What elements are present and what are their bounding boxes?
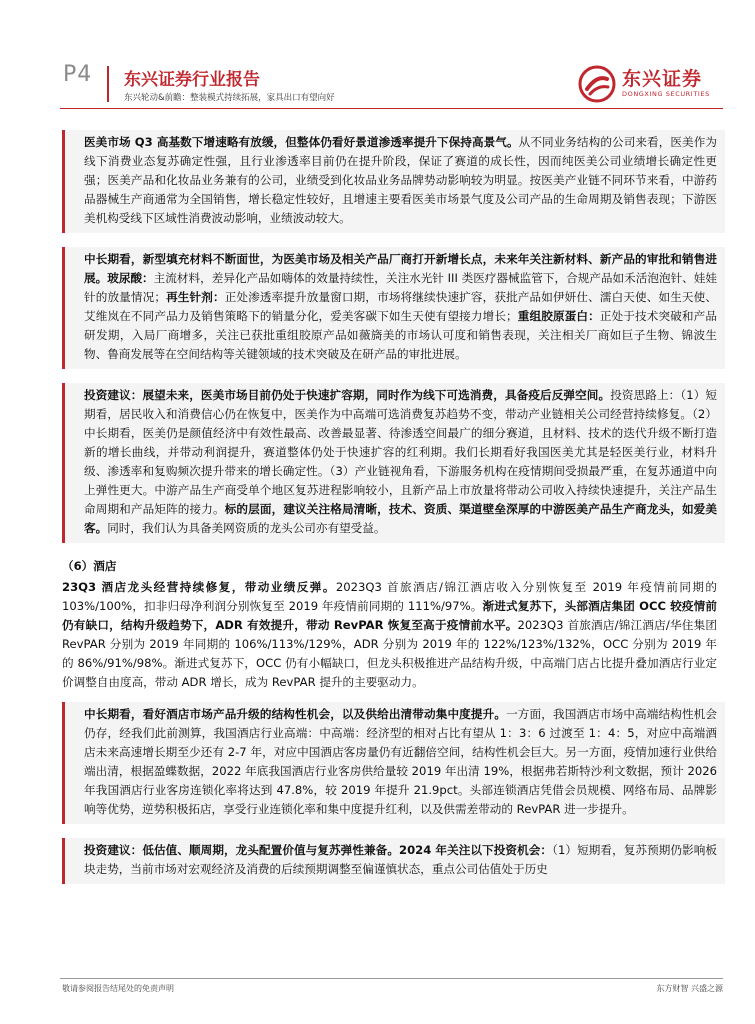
highlight-box-hotel-investment bbox=[62, 838, 725, 884]
body-text: （1）短期看，复苏预期仍影响板块走势，当前市场对宏观经济及消费的后续预期调整至偏谨慎状态，重点公司估值处于历史 bbox=[84, 843, 717, 876]
section-title: （6）酒店 bbox=[62, 559, 117, 573]
bold-lead: 23Q3 酒店龙头经营持续修复，带动业绩反弹。 bbox=[62, 580, 336, 594]
bold-lead: 中长期看，看好酒店市场产品升级的结构性机会，以及供给出清带动集中度提升。 bbox=[84, 707, 507, 721]
header-divider bbox=[107, 66, 109, 102]
footer-rule bbox=[60, 978, 723, 979]
bold-lead: 中长期看，新型填充材料不断面世，为医美市场及相关产品厂商打开新增长点，未来年关注新材料、新产品的审批和销售进展。玻尿酸： bbox=[84, 252, 717, 285]
bold-lead: 医美市场 Q3 高基数下增速略有放缓，但整体仍看好景道渗透率提升下保持高景气。 bbox=[84, 135, 519, 149]
paragraph bbox=[84, 841, 717, 879]
report-subtitle: 东兴轮动&前瞻：整装模式持续拓展，家具出口有望向好 bbox=[124, 93, 335, 103]
body-text: 从不同业务结构的公司来看，医美作为线下消费业态复苏确定性强，且行业渗透率目前仍在提升阶段，保证了赛道的成长性，因而纯医美公司业绩增长确定性更强；医美产品和化妆品业务兼有的公司，业绩受到化妆品业务品牌势动影响较为明显。按医美产业链不同环节来看，中游药品器械生产商通常为全国销售，增长稳定性较好，且增速主要看医美市场景气度及公司产品的生命周期及销售表现；下游医美机构受线下区域性消费波动影响，业绩波动较大。 bbox=[84, 135, 717, 225]
body-text: 投资思路上：（1）短期看，居民收入和消费信心仍在恢复中，医美作为中高端可选消费复苏趋势不变，带动产业链相关公司经营持续修复。（2）中长期看，医美仍是颜值经济中有效性最高、改善最显著、待渗透空间最广的细分赛道，且材料、技术的迭代升级不断打造新的增长曲线，并带动利润提升，赛道整体仍处于快速扩容的红利期。我们长期看好我国医美尤其是轻医美行业，材料升级、渗透率和复购频次提升带来的增长确定性。（3）产业链视角看，下游服务机构在疫情期间受损最严重，在复苏通道中向上弹性更大。中游产品生产商受单个地区复苏进程影响较小，且新产品上市放量将带动公司收入持续快速提升，关注产品生命周期和产品矩阵的接力。 bbox=[84, 388, 717, 516]
paragraph bbox=[84, 133, 717, 228]
highlight-box-investment-advice bbox=[62, 383, 725, 543]
paragraph bbox=[84, 386, 717, 538]
highlight-box-hotel-structure bbox=[62, 702, 725, 824]
body-text: 2023Q3 首旅酒店/锦江酒店收入分别恢复至 2019 年疫情前同期的 103%/100%，扣非归母净利润分别恢复至 2019 年疫情前同期的 111%/97%。 bbox=[62, 580, 717, 613]
paragraph bbox=[62, 578, 717, 692]
paragraph bbox=[84, 705, 717, 819]
body-text: 正处渗透率提升放量窗口期，市场将继续快速扩容，获批产品如伊妍仕、濡白天使、如生天使、艾维岚在不同产品力及销售策略下的销量分化，爱美客碳下如生天使有望接力增长； bbox=[84, 290, 717, 323]
bold-lead: 投资建议：低估值、顺周期，龙头配置价值与复苏弹性兼备。2024 年关注以下投资机会： bbox=[84, 843, 553, 857]
highlight-box-medical-aesthetics bbox=[62, 130, 725, 233]
highlight-box-new-materials bbox=[62, 247, 725, 369]
report-title: 东兴证券行业报告 bbox=[124, 70, 260, 90]
logo-mark-icon bbox=[578, 65, 616, 103]
report-body bbox=[62, 130, 725, 898]
footer-slogan: 东方财智 兴盛之源 bbox=[656, 984, 723, 993]
header-rule bbox=[60, 108, 723, 109]
body-text: 正处于技术突破和产品研发期，入局厂商增多，关注已获批重组胶原产品如薇旖美的市场认可度和销售表现，关注相关厂商如巨子生物、锦波生物、鲁商发展等在空间结构等关键领域的技术突破及在研产品的审批进展。 bbox=[84, 309, 717, 361]
company-logo bbox=[578, 62, 718, 106]
footer-disclaimer: 敬请参阅报告结尾处的免责声明 bbox=[62, 984, 174, 993]
bold-term: 再生针剂： bbox=[165, 290, 225, 304]
paragraph bbox=[84, 250, 717, 364]
body-text: 同时，我们认为具备美网资质的龙头公司亦有望受益。 bbox=[107, 521, 386, 535]
bold-term: 标的层面，建议关注格局清晰，技术、资质、渠道壁垒深厚的中游医美产品生产商龙头，如爱美客。 bbox=[84, 502, 717, 535]
logo-english: DONGXING SECURITIES bbox=[622, 90, 710, 98]
body-text: 主流材料，差异化产品如嗨体的效量持续性，关注水光针 III 类医疗器械监管下，合规产品如禾活泡泡针、娃娃针的放量情况； bbox=[84, 271, 717, 304]
section-hotels bbox=[62, 557, 725, 692]
body-text: 2023Q3 首旅酒店/锦江酒店/华住集团 RevPAR 分别为 2019 年同期的 106%/113%/129%，ADR 分别为 2019 年的 122%/123%/132%，OCC 分别为 2019 年的 86%/91%/98%。渐进式复苏下，OCC 仍有小幅缺口，但龙头积极推进产品结构升级，中高端门店占比提升叠加酒店行业定价调整自由度高，带动 ADR 增长，成为 RevPAR 提升的主要驱动力。 bbox=[62, 618, 717, 689]
page-number: P4 bbox=[63, 62, 93, 87]
bold-lead: 投资建议：展望未来，医美市场目前仍处于快速扩容期，同时作为线下可选消费，具备疫后反弹空间。 bbox=[84, 388, 611, 402]
bold-term: 渐进式复苏下，头部酒店集团 OCC 较疫情前仍有缺口，结构升级趋势下，ADR 有效提升，带动 RevPAR 恢复至高于疫情前水平。 bbox=[62, 599, 717, 632]
bold-term: 重组胶原蛋白： bbox=[517, 309, 600, 323]
body-text: 一方面，我国酒店市场中高端结构性机会仍存，经我们此前测算，我国酒店行业高端：中高端：经济型的相对占比有望从 1：3：6 过渡至 1：4：5，对应中高端酒店未来高速增长期至少还有 2-7 年，对应中国酒店客房量仍有近翻倍空间，结构性机会巨大。另一方面，疫情加速行业供给端出清，根据盈蝶数据，2022 年底我国酒店行业客房供给量较 2019 年出清 19%，根据弗若斯特沙利文数据，预计 2026 年我国酒店行业客房连锁化率将达到 47.8%，较 2019 年提升 21.9pct。头部连锁酒店凭借会员规模、网络布局、品牌影响等优势，逆势积极拓店，享受行业连锁化率和集中度提升红利，以及供需差带动的 RevPAR 进一步提升。 bbox=[84, 707, 717, 816]
logo-name: 东兴证券 bbox=[622, 68, 703, 90]
